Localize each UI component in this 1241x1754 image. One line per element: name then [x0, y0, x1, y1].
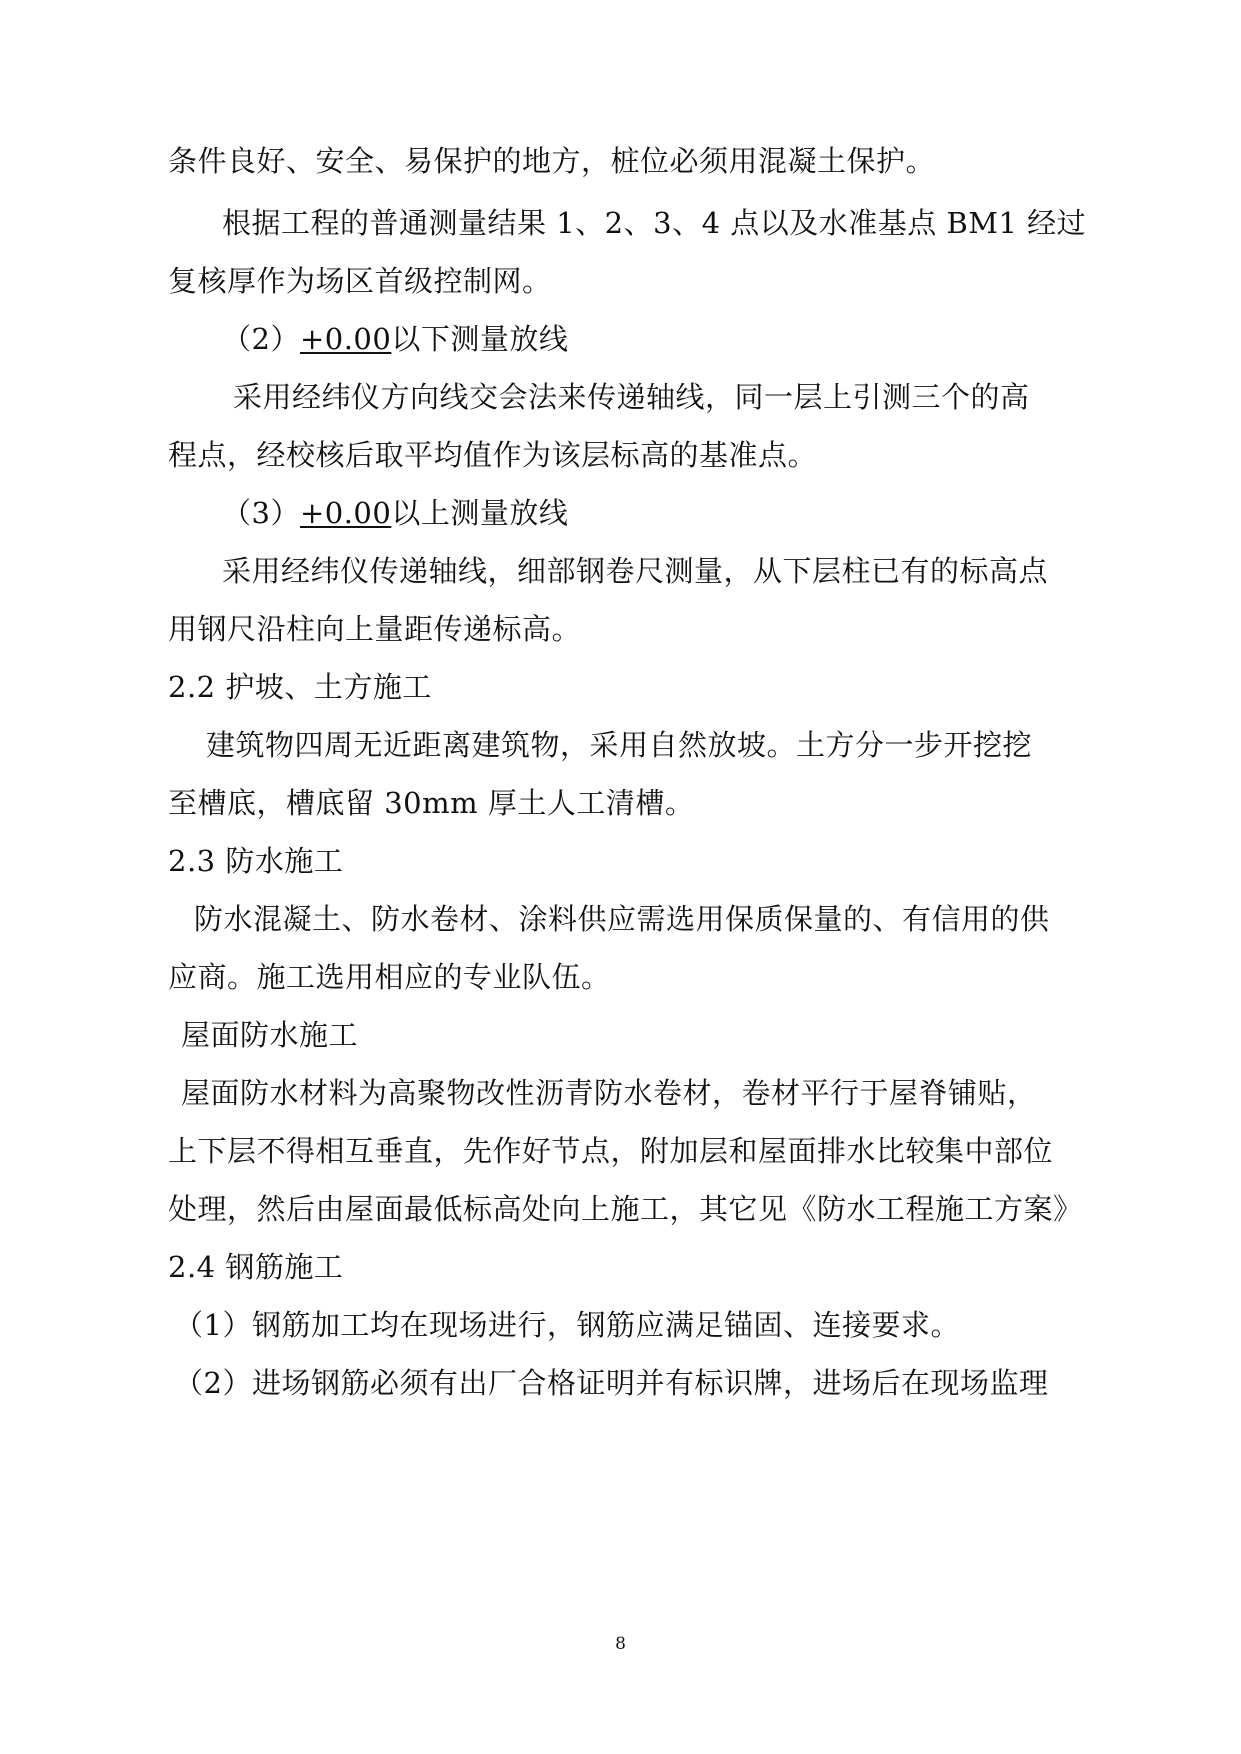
text-line: 根据工程的普通测量结果 1、2、3、4 点以及水准基点 BM1 经过 — [222, 206, 1087, 240]
elevation-value: +0.00 — [299, 322, 392, 356]
text-line: 处理，然后由屋面最低标高处向上施工，其它见《防水工程施工方案》 — [168, 1192, 1083, 1226]
section-heading: 2.2 护坡、土方施工 — [168, 670, 432, 704]
list-item: （1）钢筋加工均在现场进行，钢筋应满足锚固、连接要求。 — [174, 1308, 960, 1342]
subheading-text: 以上测量放线 — [391, 496, 569, 530]
section-heading: 2.3 防水施工 — [168, 844, 344, 878]
item-number: （2） — [222, 322, 300, 356]
text-line: 复核厚作为场区首级控制网。 — [168, 264, 552, 298]
elevation-value: +0.00 — [299, 496, 392, 530]
text-line: 采用经纬仪方向线交会法来传递轴线，同一层上引测三个的高 — [233, 380, 1030, 414]
text-line: 采用经纬仪传递轴线，细部钢卷尺测量，从下层柱已有的标高点 — [222, 554, 1049, 588]
text-line: 上下层不得相互垂直，先作好节点，附加层和屋面排水比较集中部位 — [168, 1134, 1054, 1168]
list-item: （2）进场钢筋必须有出厂合格证明并有标识牌，进场后在现场监理 — [174, 1366, 1049, 1400]
text-line: 至槽底，槽底留 30mm 厚土人工清槽。 — [168, 786, 695, 820]
text-line: 应商。施工选用相应的专业队伍。 — [168, 960, 611, 994]
page-number: 8 — [615, 1634, 626, 1654]
text-line: 建筑物四周无近距离建筑物，采用自然放坡。土方分一步开挖挖 — [206, 728, 1033, 762]
item-number: （3） — [222, 496, 300, 530]
subheading-line — [0, 321, 1241, 357]
subheading-line — [0, 495, 1241, 531]
subsection-heading: 屋面防水施工 — [181, 1018, 359, 1052]
text-line: 程点，经校核后取平均值作为该层标高的基准点。 — [168, 438, 818, 472]
text-line: 屋面防水材料为高聚物改性沥青防水卷材，卷材平行于屋脊铺贴， — [181, 1076, 1037, 1110]
text-line: 条件良好、安全、易保护的地方，桩位必须用混凝土保护。 — [168, 144, 936, 178]
text-line: 防水混凝土、防水卷材、涂料供应需选用保质保量的、有信用的供 — [194, 902, 1050, 936]
text-line: 用钢尺沿柱向上量距传递标高。 — [168, 612, 582, 646]
section-heading: 2.4 钢筋施工 — [168, 1250, 344, 1284]
subheading-text: 以下测量放线 — [391, 322, 569, 356]
